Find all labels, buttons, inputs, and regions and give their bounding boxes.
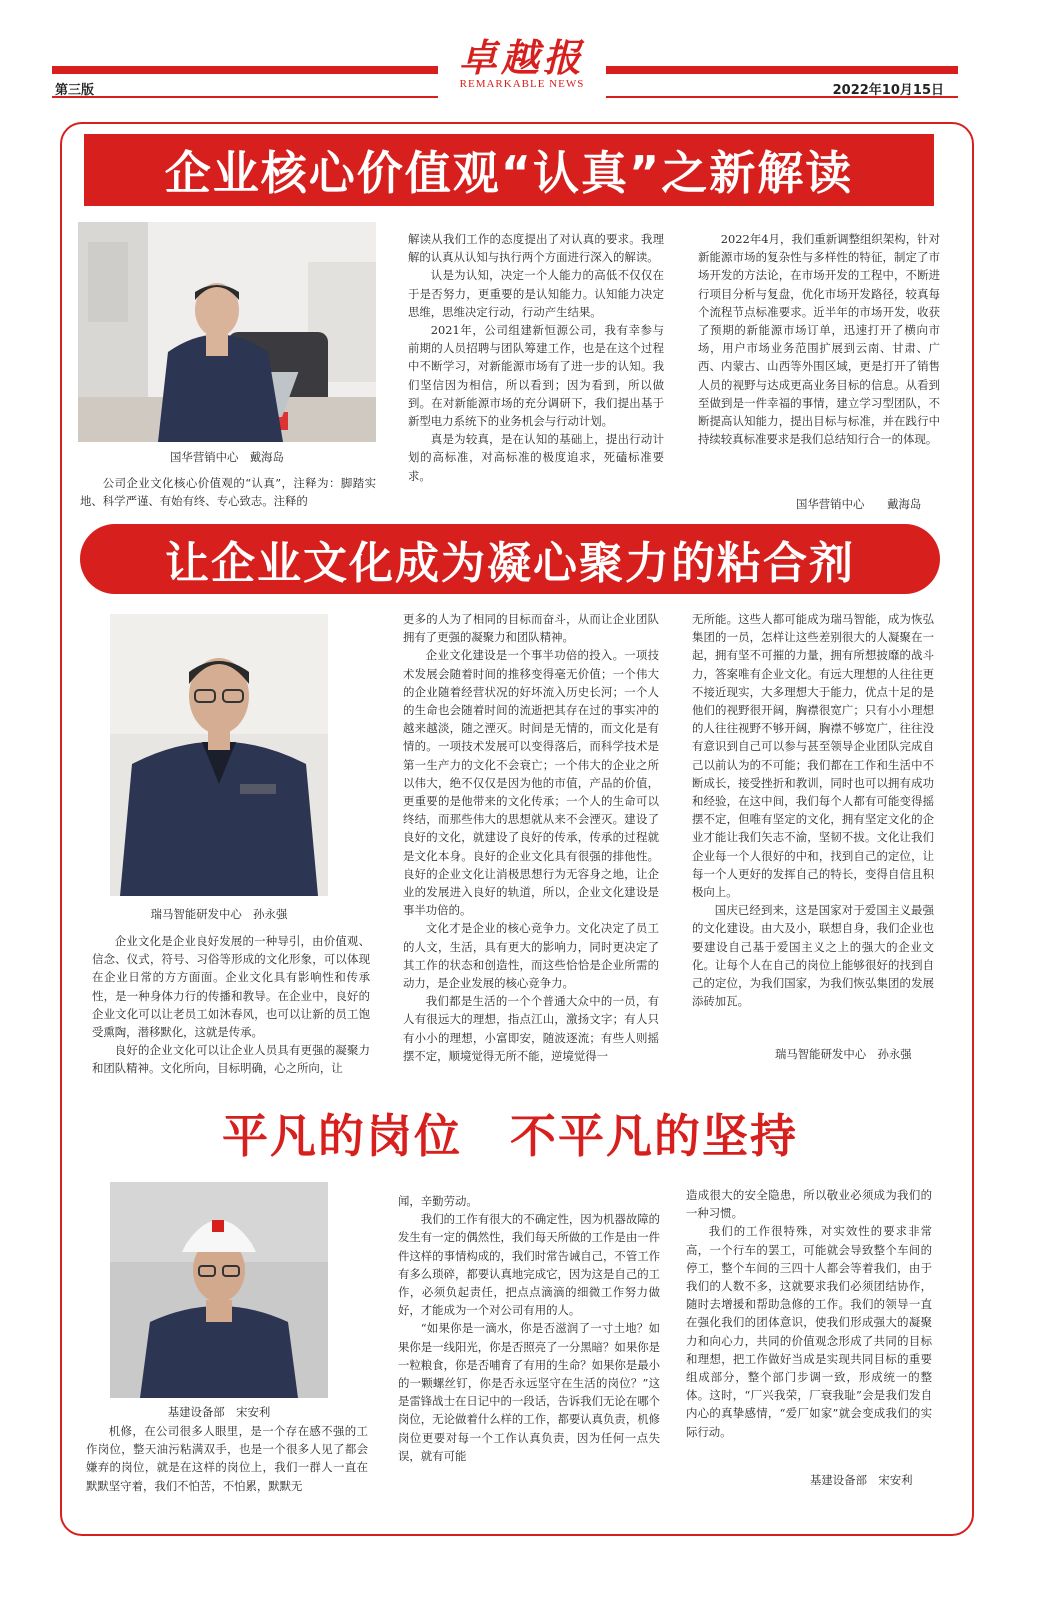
paragraph: 解读从我们工作的态度提出了对认真的要求。我理解的认真从认知与执行两个方面进行深入的解读。 [408, 232, 664, 265]
article3-byline: 基建设备部 宋安利 [810, 1473, 913, 1487]
paragraph: “如果你是一滴水，你是否滋润了一寸土地？如果你是一线阳光，你是否照亮了一分黑暗？如果你是一粒粮食，你是否哺育了有用的生命？如果你是最小的一颗螺丝钉，你是否永远坚守在生活的岗位？”这是雷锋战士在日记中的一段话，告诉我们无论在哪个岗位，无论做着什么样的工作，都要认真负责，机修岗位更要对每一个工作认真负责，因为任何一点失误，就有可能 [398, 1321, 660, 1463]
article1-byline: 国华营销中心 戴海岛 [796, 497, 922, 511]
article3-photo-caption: 基建设备部 宋安利 [167, 1405, 271, 1419]
article3-column-1 [86, 1422, 368, 1495]
paragraph: 造成很大的安全隐患，所以敬业必须成为我们的一种习惯。 [686, 1188, 932, 1221]
paragraph: 更多的人为了相同的目标而奋斗，从而让企业团队拥有了更强的凝聚力和团队精神。 [403, 612, 659, 645]
paragraph: 闻，辛勤劳动。 [398, 1194, 478, 1208]
paragraph: 我们的工作有很大的不确定性，因为机器故障的发生有一定的偶然性，我们每天所做的工作是由一件件这样的事情构成的，我们时常告诫自己，不管工作有多么琐碎，都要认真地完成它，因为这是自己的工作，必须负起责任，把点点滴滴的细微工作努力做好，才能成为一个对公司有用的人。 [398, 1212, 661, 1318]
paragraph: 2021年，公司组建新恒源公司，我有幸参与前期的人员招聘与团队筹建工作，也是在这个过程中不断学习，对新能源市场有了进一步的认知。我们坚信因为相信，所以看到；因为看到，所以做到。在对新能源市场的充分调研下，我们提出基于新型电力系统下的业务机会与行动计划。 [408, 323, 664, 429]
article3-column-3 [686, 1186, 932, 1441]
article1-column-2 [408, 230, 664, 485]
article2-headline-banner [80, 524, 940, 594]
paragraph: 认是为认知，决定一个人能力的高低不仅仅在于是否努力，更重要的是认知能力。认知能力决定思维，思维决定行动，行动产生结果。 [408, 268, 664, 319]
article1-photo-caption: 国华营销中心 戴海岛 [170, 450, 284, 464]
newspaper-subtitle: REMARKABLE NEWS [459, 78, 585, 90]
article1-headline: 企业核心价值观“认真”之新解读 [164, 146, 854, 200]
newspaper-title: 卓越报 [458, 35, 585, 80]
article2-column-2 [403, 610, 659, 1065]
issue-date: 2022年10月15日 [832, 83, 944, 98]
article1-photo [78, 222, 376, 442]
article2-byline: 瑞马智能研发中心 孙永强 [775, 1047, 912, 1061]
paragraph: 国庆已经到来，这是国家对于爱国主义最强的文化建设。由大及小，联想自身，我们企业也要建设自己基于爱国主义之上的强大的企业文化。让每个人在自己的岗位上能够很好的找到自己的定位，为我们国家，为我们恢弘集团的发展添砖加瓦。 [692, 903, 934, 1009]
paragraph: 我们都是生活的一个个普通大众中的一员，有人有很远大的理想，指点江山，激扬文字；有人只有小小的理想，小富即安，随波逐流；有些人则摇摆不定，顺境觉得无所不能，逆境觉得一 [403, 994, 659, 1063]
article3-photo [110, 1182, 328, 1398]
paragraph: 真是为较真，是在认知的基础上，提出行动计划的高标准，对高标准的极度追求，死磕标准要求。 [408, 432, 664, 483]
paragraph: 无所能。这些人都可能成为瑞马智能，成为恢弘集团的一员，怎样让这些差别很大的人凝聚在一起，拥有坚不可摧的力量，拥有所想披靡的战斗力，答案唯有企业文化。有远大理想的人往往更不接近现实，大多理想大于能力，优点十足的是他们的视野很开阔，胸襟很宽广；只有小小理想的人往往视野不够开阔，胸襟不够宽广，往往没有意识到自己可以参与甚至领导企业团队完成自己以前认为的不可能；我们都在工作和生活中不断成长，接受挫折和教训，同时也可以拥有成功和经验，在这中间，我们每个人都有可能变得摇摆不定，但唯有坚定的文化，拥有坚定文化的企业才能让我们矢志不渝，坚韧不拔。文化让我们企业每一个人很好的中和，找到自己的定位，让每一个人更好的发挥自己的特长，变得自信且积极向上。 [692, 612, 934, 900]
article2-column-1 [92, 932, 370, 1078]
paragraph: 文化才是企业的核心竞争力。文化决定了员工的人文，生活，具有更大的影响力，同时更决定了其工作的状态和创造性，而这些恰恰是企业所需的动力，是企业发展的核心竞争力。 [403, 921, 659, 991]
paragraph: 企业文化建设是一个事半功倍的投入。一项技术发展会随着时间的推移变得毫无价值；一个伟大的企业随着经营状况的好坏流入历史长河；一个人的生命也会随着时间的流逝把其存在过的事实冲的越来越淡，随之湮灭。时间是无情的，而文化是有情的。一项技术发展可以变得落后，而科学技术是第一生产力的文化不会衰亡；一个伟大的企业之所以伟大，绝不仅仅是因为他的市值，产品的价值，更重要的是他带来的文化传承；一个人的生命可以终结，而那些伟大的思想就从来不会湮灭。建设了良好的文化，就建设了良好的传承，传承的过程就是文化本身。良好的企业文化具有很强的排他性。良好的企业文化让消极思想行为无容身之地，让企业的发展进入良好的轨道，所以，企业文化建设是事半功倍的。 [403, 648, 659, 918]
article2-column-3 [692, 610, 934, 1010]
paragraph: 2022年4月，我们重新调整组织架构，针对新能源市场的复杂性与多样性的特征，制定了市场开发的方法论，在市场开发的工程中，不断进行项目分析与复盘，优化市场开发路径，较真每个流程节点标准要求。近半年的市场开发，收获了预期的新能源市场订单，迅速打开了横向市场，用户市场业务范围扩展到云南、甘肃、广西、内蒙古、山西等外围区域，更是打开了销售人员的视野与达成更高业务目标的信息。从看到至做到是一件幸福的事情，建立学习型团队，不断提高认知能力，提出目标与标准，并在践行中持续较真标准要求是我们总结知行合一的体现。 [698, 232, 940, 447]
newspaper-logo [438, 36, 606, 98]
paragraph: 我们的工作很特殊，对实效性的要求非常高，一个行车的罢工，可能就会导致整个车间的停工，整个车间的三四十人都会等着我们，由于我们的人数不多，这就要求我们必须团结协作，随时去增援和帮助急修的工作。我们的领导一直在强化我们的团体意识，使我们形成强大的凝聚力和向心力，共同的价值观念形成了共同的目标和理想，把工作做好当成是实现共同目标的重要组成部分，整个部门步调一致，形成统一的整体。这时，“厂兴我荣，厂衰我耻”会是我们发自内心的真挚感情，“爱厂如家”就会变成我们的实际行动。 [686, 1224, 932, 1439]
article2-photo [110, 614, 328, 896]
article2-headline: 让企业文化成为凝心聚力的粘合剂 [165, 538, 855, 589]
article3-headline: 平凡的岗位 不平凡的坚持 [222, 1109, 798, 1163]
article1-column-3 [698, 230, 940, 448]
article2-photo-caption: 瑞马智能研发中心 孙永强 [150, 907, 288, 921]
issue-number: 第三版 [55, 83, 95, 98]
paragraph: 企业文化是企业良好发展的一种导引，由价值观、信念、仪式，符号、习俗等形成的文化形象，可以体现在企业日常的方方面面。企业文化具有影响性和传承性，是一种身体力行的传播和教导。在企业中，良好的企业文化可以让老员工如沐春风，也可以让新的员工饱受熏陶，潜移默化，这就是传承。 [92, 934, 370, 1040]
paragraph: 机修，在公司很多人眼里，是一个存在感不强的工作岗位，整天油污粘满双手，也是一个很多人见了都会嫌弃的岗位，就是在这样的岗位上，我们一群人一直在默默坚守着，我们不怕苦，不怕累，默默无 [86, 1424, 368, 1493]
paragraph: 良好的企业文化可以让企业人员具有更强的凝聚力和团队精神。文化所向，目标明确，心之所向，让 [92, 1043, 370, 1076]
paragraph: 公司企业文化核心价值观的“认真”，注释为：脚踏实地、科学严谨、有始有终、专心致志。注释的 [80, 476, 376, 509]
article3-column-2 [398, 1192, 660, 1465]
article1-headline-banner [84, 134, 934, 206]
article1-column-1 [80, 474, 376, 510]
